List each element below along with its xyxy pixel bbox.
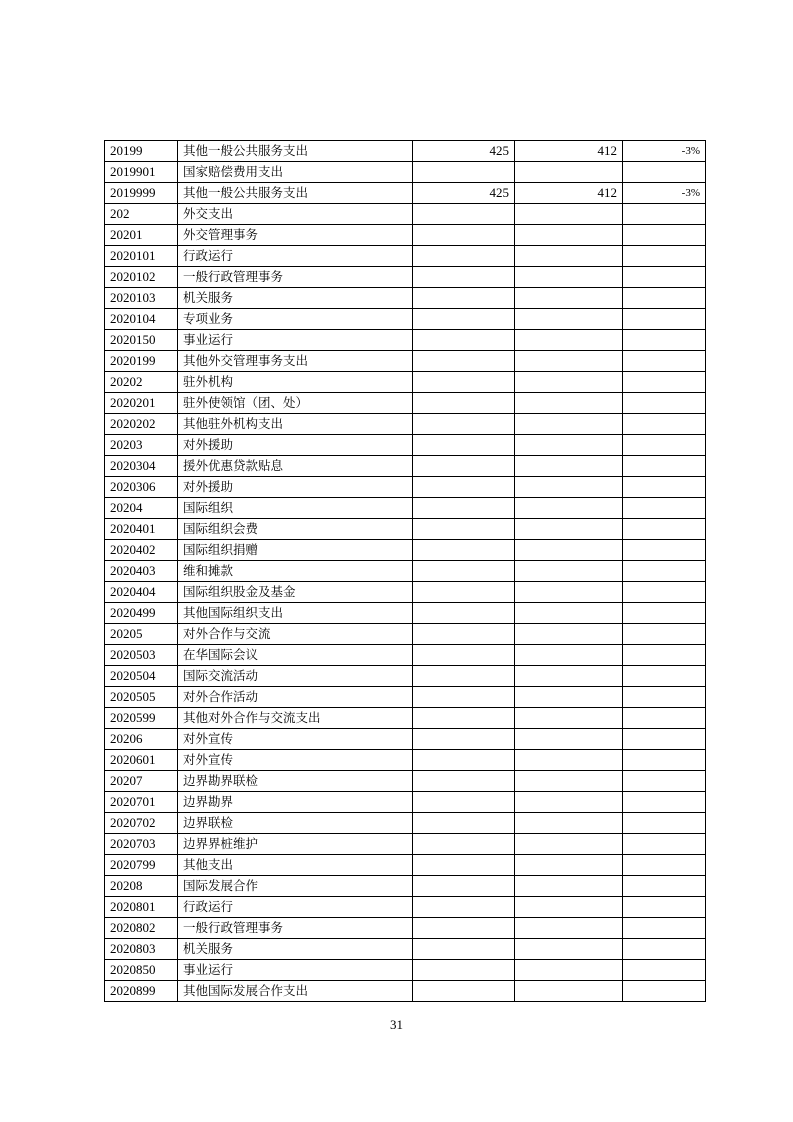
cell-code: 20206 [105, 729, 178, 750]
cell-change-pct [623, 582, 706, 603]
cell-amount-a [413, 435, 515, 456]
cell-change-pct [623, 750, 706, 771]
cell-amount-b [515, 687, 623, 708]
cell-change-pct [623, 456, 706, 477]
table-row [105, 771, 706, 792]
cell-code: 2020803 [105, 939, 178, 960]
cell-code: 2020703 [105, 834, 178, 855]
cell-name: 边界勘界联检 [178, 771, 413, 792]
cell-amount-b [515, 456, 623, 477]
cell-code: 20203 [105, 435, 178, 456]
table-row [105, 687, 706, 708]
cell-code: 2019901 [105, 162, 178, 183]
cell-amount-a [413, 687, 515, 708]
table-row [105, 477, 706, 498]
cell-amount-b [515, 708, 623, 729]
cell-name: 边界联检 [178, 813, 413, 834]
cell-amount-b [515, 435, 623, 456]
cell-amount-a [413, 372, 515, 393]
cell-amount-b [515, 750, 623, 771]
cell-code: 20204 [105, 498, 178, 519]
cell-amount-b [515, 834, 623, 855]
cell-change-pct [623, 939, 706, 960]
cell-amount-a [413, 813, 515, 834]
cell-change-pct [623, 435, 706, 456]
cell-amount-a [413, 897, 515, 918]
cell-amount-a [413, 477, 515, 498]
table-row [105, 624, 706, 645]
cell-amount-b [515, 603, 623, 624]
cell-amount-b [515, 414, 623, 435]
cell-name: 一般行政管理事务 [178, 267, 413, 288]
cell-code: 2020499 [105, 603, 178, 624]
cell-change-pct [623, 351, 706, 372]
cell-code: 2020801 [105, 897, 178, 918]
cell-amount-b [515, 981, 623, 1002]
cell-amount-b [515, 204, 623, 225]
cell-amount-b [515, 372, 623, 393]
cell-change-pct [623, 519, 706, 540]
cell-change-pct [623, 729, 706, 750]
cell-change-pct [623, 288, 706, 309]
cell-amount-b [515, 897, 623, 918]
cell-amount-a [413, 414, 515, 435]
table-row [105, 162, 706, 183]
cell-change-pct [623, 225, 706, 246]
cell-name: 国际交流活动 [178, 666, 413, 687]
cell-amount-a [413, 624, 515, 645]
table-row [105, 540, 706, 561]
cell-amount-a [413, 855, 515, 876]
cell-amount-a [413, 918, 515, 939]
cell-change-pct [623, 330, 706, 351]
cell-amount-a [413, 792, 515, 813]
cell-name: 其他国际组织支出 [178, 603, 413, 624]
cell-name: 对外宣传 [178, 729, 413, 750]
cell-code: 2020850 [105, 960, 178, 981]
table-row [105, 225, 706, 246]
cell-name: 援外优惠贷款贴息 [178, 456, 413, 477]
table-row [105, 456, 706, 477]
cell-name: 国际组织捐赠 [178, 540, 413, 561]
table-row [105, 183, 706, 204]
cell-code: 2020101 [105, 246, 178, 267]
budget-table [104, 140, 706, 1002]
table-body [105, 141, 706, 1002]
table-row [105, 645, 706, 666]
cell-amount-b [515, 477, 623, 498]
cell-code: 2020103 [105, 288, 178, 309]
cell-amount-b [515, 813, 623, 834]
cell-amount-a [413, 750, 515, 771]
cell-name: 对外援助 [178, 477, 413, 498]
cell-code: 20208 [105, 876, 178, 897]
table-row [105, 561, 706, 582]
cell-amount-a [413, 645, 515, 666]
cell-amount-b [515, 960, 623, 981]
cell-amount-b [515, 729, 623, 750]
cell-amount-a: 425 [413, 141, 515, 162]
cell-code: 20201 [105, 225, 178, 246]
cell-amount-b: 412 [515, 183, 623, 204]
cell-amount-a [413, 834, 515, 855]
cell-amount-a [413, 603, 515, 624]
cell-name: 对外宣传 [178, 750, 413, 771]
cell-name: 行政运行 [178, 897, 413, 918]
cell-change-pct [623, 960, 706, 981]
cell-name: 维和摊款 [178, 561, 413, 582]
cell-change-pct [623, 624, 706, 645]
cell-code: 20207 [105, 771, 178, 792]
cell-code: 2020306 [105, 477, 178, 498]
cell-amount-a [413, 225, 515, 246]
cell-code: 2020503 [105, 645, 178, 666]
cell-name: 其他驻外机构支出 [178, 414, 413, 435]
cell-change-pct: -3% [623, 141, 706, 162]
cell-name: 事业运行 [178, 330, 413, 351]
cell-amount-b [515, 519, 623, 540]
cell-change-pct [623, 897, 706, 918]
cell-change-pct [623, 666, 706, 687]
cell-name: 国际组织股金及基金 [178, 582, 413, 603]
cell-name: 对外援助 [178, 435, 413, 456]
table-row [105, 855, 706, 876]
cell-change-pct [623, 162, 706, 183]
cell-amount-a [413, 540, 515, 561]
cell-amount-b [515, 939, 623, 960]
cell-amount-a [413, 204, 515, 225]
cell-name: 对外合作与交流 [178, 624, 413, 645]
table-row [105, 309, 706, 330]
table-row [105, 666, 706, 687]
cell-amount-a [413, 666, 515, 687]
cell-amount-b [515, 393, 623, 414]
cell-name: 其他对外合作与交流支出 [178, 708, 413, 729]
cell-name: 事业运行 [178, 960, 413, 981]
table-row [105, 414, 706, 435]
table-row [105, 582, 706, 603]
table-row [105, 603, 706, 624]
cell-amount-b [515, 771, 623, 792]
table-row [105, 204, 706, 225]
cell-change-pct [623, 687, 706, 708]
cell-amount-b [515, 225, 623, 246]
cell-amount-a [413, 162, 515, 183]
cell-change-pct [623, 603, 706, 624]
table-row [105, 372, 706, 393]
cell-code: 2020404 [105, 582, 178, 603]
cell-change-pct [623, 981, 706, 1002]
table-row [105, 960, 706, 981]
cell-amount-a [413, 309, 515, 330]
cell-code: 2020199 [105, 351, 178, 372]
cell-change-pct [623, 372, 706, 393]
cell-amount-a [413, 330, 515, 351]
table-row [105, 288, 706, 309]
cell-code: 2020505 [105, 687, 178, 708]
table-row [105, 519, 706, 540]
cell-amount-b [515, 666, 623, 687]
table-row [105, 330, 706, 351]
cell-name: 驻外机构 [178, 372, 413, 393]
cell-amount-b [515, 918, 623, 939]
cell-change-pct: -3% [623, 183, 706, 204]
cell-code: 2020102 [105, 267, 178, 288]
cell-code: 2020702 [105, 813, 178, 834]
table-row [105, 435, 706, 456]
cell-change-pct [623, 645, 706, 666]
cell-code: 2020802 [105, 918, 178, 939]
cell-change-pct [623, 855, 706, 876]
cell-code: 2020403 [105, 561, 178, 582]
table-row [105, 897, 706, 918]
cell-amount-b [515, 876, 623, 897]
table-row [105, 246, 706, 267]
cell-name: 其他支出 [178, 855, 413, 876]
cell-name: 国家赔偿费用支出 [178, 162, 413, 183]
cell-amount-b [515, 330, 623, 351]
cell-amount-a [413, 393, 515, 414]
table-row [105, 267, 706, 288]
cell-amount-a [413, 729, 515, 750]
cell-name: 在华国际会议 [178, 645, 413, 666]
table-row [105, 792, 706, 813]
cell-amount-b [515, 855, 623, 876]
cell-code: 2020304 [105, 456, 178, 477]
cell-code: 2020401 [105, 519, 178, 540]
cell-code: 2020104 [105, 309, 178, 330]
cell-code: 20202 [105, 372, 178, 393]
cell-name: 行政运行 [178, 246, 413, 267]
cell-amount-a [413, 981, 515, 1002]
cell-name: 边界勘界 [178, 792, 413, 813]
cell-code: 2020799 [105, 855, 178, 876]
cell-code: 2020701 [105, 792, 178, 813]
cell-amount-a [413, 561, 515, 582]
cell-amount-a [413, 708, 515, 729]
cell-amount-a [413, 876, 515, 897]
page-number: 31 [390, 1017, 403, 1032]
cell-amount-a [413, 771, 515, 792]
table-row [105, 918, 706, 939]
cell-amount-a [413, 519, 515, 540]
cell-code: 2019999 [105, 183, 178, 204]
cell-change-pct [623, 246, 706, 267]
cell-amount-b [515, 162, 623, 183]
cell-name: 其他国际发展合作支出 [178, 981, 413, 1002]
table-row [105, 351, 706, 372]
cell-amount-b [515, 624, 623, 645]
cell-change-pct [623, 834, 706, 855]
cell-amount-b [515, 267, 623, 288]
cell-amount-a [413, 246, 515, 267]
cell-change-pct [623, 498, 706, 519]
cell-change-pct [623, 813, 706, 834]
cell-amount-b [515, 309, 623, 330]
table-row [105, 708, 706, 729]
cell-change-pct [623, 540, 706, 561]
cell-code: 2020201 [105, 393, 178, 414]
table-row [105, 981, 706, 1002]
cell-change-pct [623, 771, 706, 792]
cell-name: 其他外交管理事务支出 [178, 351, 413, 372]
cell-amount-b [515, 246, 623, 267]
cell-code: 2020202 [105, 414, 178, 435]
cell-change-pct [623, 708, 706, 729]
cell-change-pct [623, 561, 706, 582]
cell-code: 2020150 [105, 330, 178, 351]
cell-amount-b [515, 792, 623, 813]
cell-change-pct [623, 309, 706, 330]
cell-name: 驻外使领馆（团、处） [178, 393, 413, 414]
table-row [105, 939, 706, 960]
table-row [105, 393, 706, 414]
cell-amount-b [515, 498, 623, 519]
cell-amount-a [413, 351, 515, 372]
cell-name: 外交管理事务 [178, 225, 413, 246]
cell-amount-a [413, 267, 515, 288]
cell-amount-a [413, 582, 515, 603]
cell-change-pct [623, 918, 706, 939]
cell-amount-b [515, 645, 623, 666]
cell-amount-a [413, 288, 515, 309]
cell-code: 20199 [105, 141, 178, 162]
table-row [105, 834, 706, 855]
cell-amount-b: 412 [515, 141, 623, 162]
table-row [105, 813, 706, 834]
cell-code: 2020402 [105, 540, 178, 561]
cell-code: 2020601 [105, 750, 178, 771]
cell-change-pct [623, 876, 706, 897]
cell-change-pct [623, 393, 706, 414]
cell-name: 对外合作活动 [178, 687, 413, 708]
cell-name: 一般行政管理事务 [178, 918, 413, 939]
cell-code: 20205 [105, 624, 178, 645]
cell-amount-b [515, 351, 623, 372]
cell-name: 国际发展合作 [178, 876, 413, 897]
cell-name: 外交支出 [178, 204, 413, 225]
cell-amount-b [515, 582, 623, 603]
table-row [105, 498, 706, 519]
cell-change-pct [623, 267, 706, 288]
cell-change-pct [623, 414, 706, 435]
cell-name: 边界界桩维护 [178, 834, 413, 855]
cell-name: 专项业务 [178, 309, 413, 330]
cell-code: 2020899 [105, 981, 178, 1002]
cell-name: 其他一般公共服务支出 [178, 183, 413, 204]
table-row [105, 141, 706, 162]
cell-name: 国际组织 [178, 498, 413, 519]
cell-code: 2020504 [105, 666, 178, 687]
cell-name: 机关服务 [178, 288, 413, 309]
cell-amount-a [413, 498, 515, 519]
cell-name: 机关服务 [178, 939, 413, 960]
cell-amount-b [515, 288, 623, 309]
table-row [105, 750, 706, 771]
cell-amount-b [515, 561, 623, 582]
cell-amount-a [413, 456, 515, 477]
cell-amount-a [413, 960, 515, 981]
table-row [105, 729, 706, 750]
cell-code: 2020599 [105, 708, 178, 729]
cell-code: 202 [105, 204, 178, 225]
cell-change-pct [623, 477, 706, 498]
table-row [105, 876, 706, 897]
cell-change-pct [623, 204, 706, 225]
cell-amount-a [413, 939, 515, 960]
cell-name: 国际组织会费 [178, 519, 413, 540]
cell-name: 其他一般公共服务支出 [178, 141, 413, 162]
cell-amount-b [515, 540, 623, 561]
cell-amount-a: 425 [413, 183, 515, 204]
cell-change-pct [623, 792, 706, 813]
